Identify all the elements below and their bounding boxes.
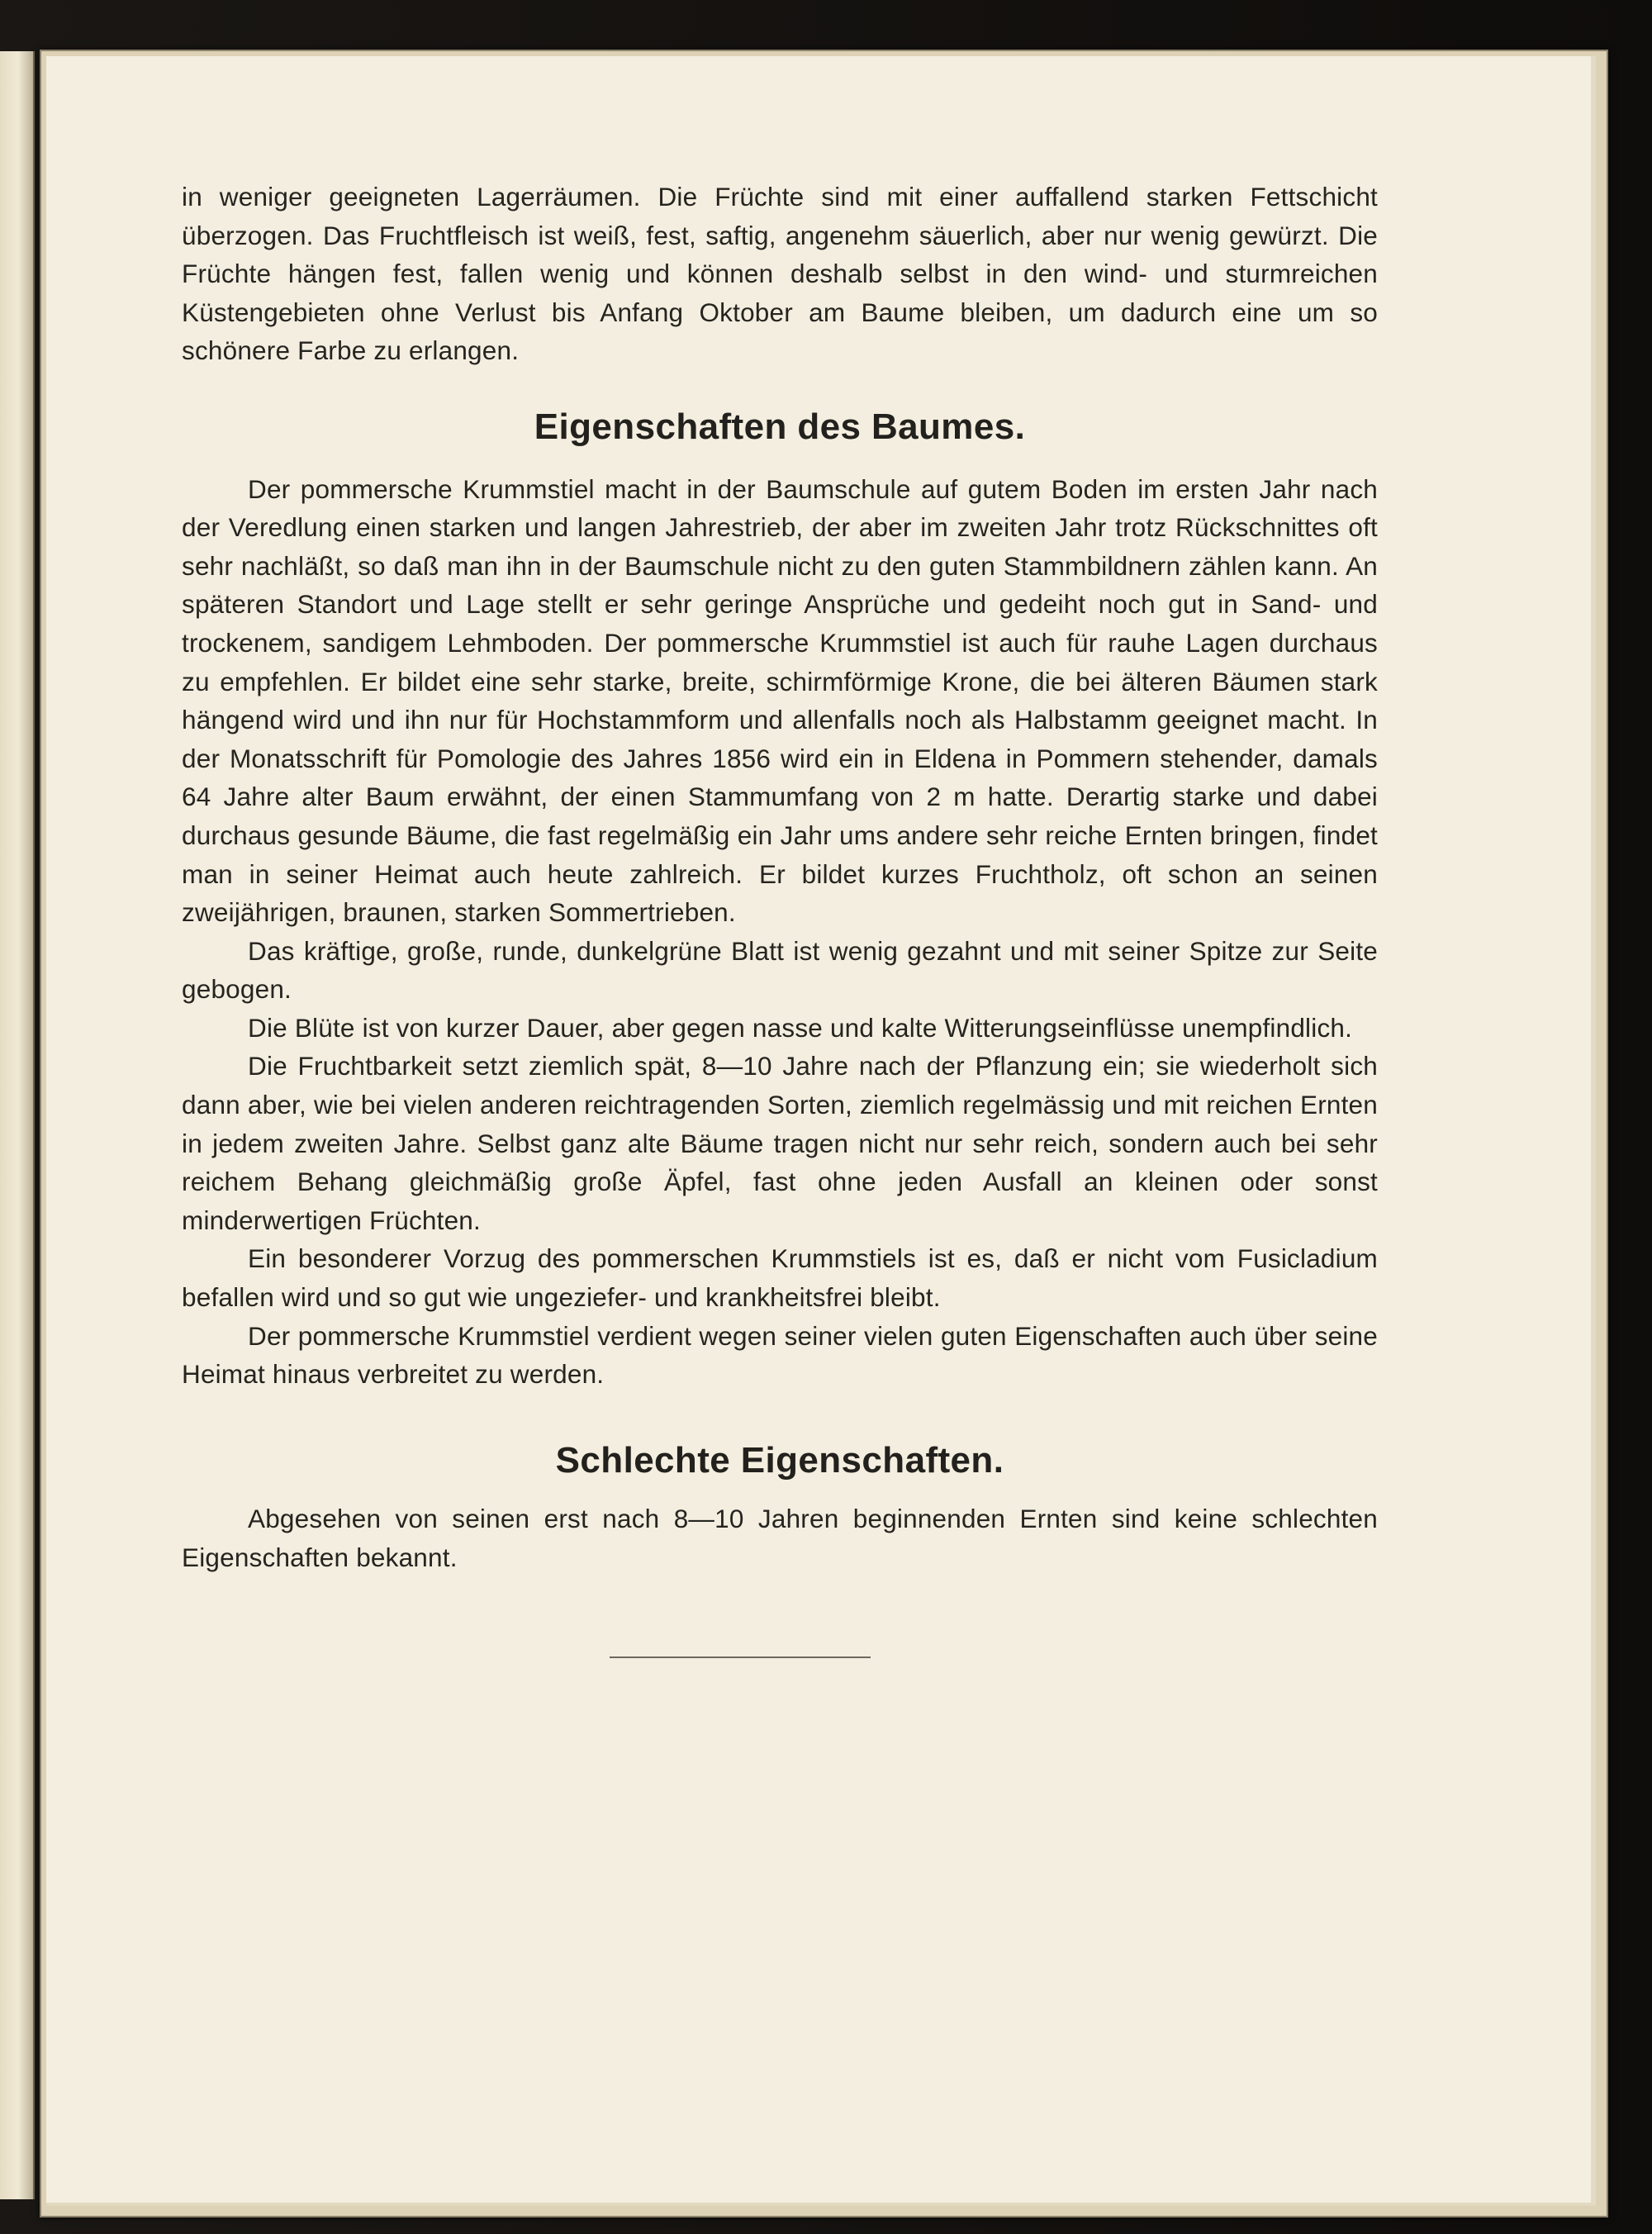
paragraph-recommendation: Der pommersche Krummstiel verdient wegen seiner vielen guten Eigenschaften auch über seine Heimat hinaus verbreitet zu werden.	[182, 1320, 1378, 1390]
heading-tree-properties: Eigenschaften des Baumes.	[534, 406, 1026, 447]
closing-divider-rule	[610, 1656, 871, 1658]
paragraph-disease-resistance: Ein besonderer Vorzug des pommerschen Krummstiels ist es, daß er nicht vom Fusicladium befallen wird und so gut wie ungeziefer- und krankheitsfrei bleibt.	[182, 1243, 1378, 1313]
paragraph-bad-properties: Abgesehen von seinen erst nach 8—10 Jahren beginnenden Ernten sind keine schlechten Eigenschaften bekannt.	[182, 1504, 1378, 1572]
paragraph-blossom: Die Blüte ist von kurzer Dauer, aber gegen nasse und kalte Witterungseinflüsse unempfindlich.	[248, 1012, 1353, 1043]
heading-bad-properties: Schlechte Eigenschaften.	[555, 1439, 1004, 1481]
page-text-block	[182, 178, 1378, 1658]
paragraph-fruitfulness: Die Fruchtbarkeit setzt ziemlich spät, 8—10 Jahre nach der Pflanzung ein; sie wiederholt sich dann aber, wie bei vielen anderen reichtragenden Sorten, ziemlich regelmässig und mit reichen Ernten in jedem zweiten Jahre. Selbst ganz alte Bäume tragen nicht nur sehr reich, sondern auch bei sehr reichem Behang gleichmäßig große Äpfel, fast ohne jeden Ausfall an kleinen oder sonst minderwertigen Früchten.	[182, 1051, 1378, 1235]
previous-page-edge	[0, 51, 35, 2199]
paragraph-tree-growth: Der pommersche Krummstiel macht in der Baumschule auf gutem Boden im ersten Jahr nach der Veredlung einen starken und langen Jahrestrieb, der aber im zweiten Jahr trotz Rückschnittes oft sehr nachläßt, so daß man ihn in der Baumschule nicht zu den guten Stammbildnern zählen kann. An späteren Standort und Lage stellt er sehr geringe Ansprüche und gedeiht noch gut in Sand- und trockenem, sandigem Lehmboden. Der pommersche Krummstiel ist auch für rauhe Lagen durchaus zu empfehlen. Er bildet eine sehr starke, breite, schirmförmige Krone, die bei älteren Bäumen stark hängend wird und ihn nur für Hochstammform und allenfalls noch als Halbstamm geeignet macht. In der Monatsschrift für Pomologie des Jahres 1856 wird ein in Eldena in Pommern stehender, damals 64 Jahre alter Baum erwähnt, der einen Stammumfang von 2 m hatte. Derartig starke und dabei durchaus gesunde Bäume, die fast regelmäßig ein Jahr ums andere sehr reiche Ernten bringen, findet man in seiner Heimat auch heute zahlreich. Er bildet kurzes Fruchtholz, oft schon an seinen zweijährigen, braunen, starken Sommertrieben.	[182, 473, 1378, 928]
paragraph-leaf: Das kräftige, große, runde, dunkelgrüne Blatt ist wenig gezahnt und mit seiner Spitze zur Seite gebogen.	[182, 935, 1378, 1005]
paragraph-fruit-continuation: in weniger geeigneten Lagerräumen. Die Früchte sind mit einer auffallend starken Fettschicht überzogen. Das Fruchtfleisch ist weiß, fest, saftig, angenehm säuerlich, aber nur wenig gewürzt. Die Früchte hängen fest, fallen wenig und können deshalb selbst in den wind- und sturmreichen Küstengebieten ohne Verlust bis Anfang Oktober am Baume bleiben, um dadurch eine um so schönere Farbe zu erlangen.	[182, 182, 1378, 366]
